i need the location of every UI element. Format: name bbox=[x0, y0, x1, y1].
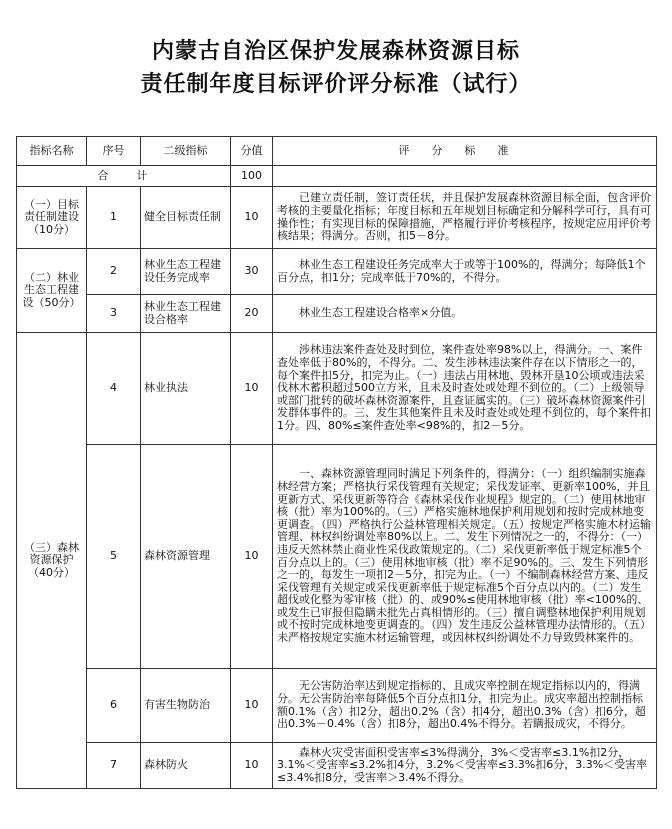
document-title-line1: 内蒙古自治区保护发展森林资源目标 bbox=[151, 38, 520, 64]
table-header-row bbox=[17, 137, 657, 166]
row-score: 10 bbox=[231, 743, 273, 789]
row-seq: 7 bbox=[87, 743, 141, 789]
header-secondary: 二级指标 bbox=[141, 137, 231, 166]
document-title-line2: 责任制年度目标评价评分标准（试行） bbox=[140, 71, 532, 97]
row-score: 10 bbox=[231, 669, 273, 743]
row-standard: 一、森林资源管理同时满足下列条件的，得满分：（一）组织编制实施森林经营方案；严格执行采伐管理有关规定；采伐发证率、更新率100%，并且更新方式、采伐更新等符合《森林采伐作业规程》规定的。（二）使用林地审核（批）率为100%的。（三）严格实施林地保护利用规划和按时完成林地变更调查。（四）严格执行公益林管理相关规定。（五）按规定严格实施木材运输管理、林权纠纷调处率80%以上。二、发生下列情况之一的，不得分：（一）违反天然林禁止商业性采伐政策规定的。（二）采伐更新率低于规定标准5个百分点以上的。（三）使用林地审核（批）率不足90%的。三、发生下列情形之一的，每发生一项扣2－5分，扣完为止。（一）不编制森林经营方案、违反采伐管理有关规定或采伐更新率低于规定标准5个百分点以内的。（二）发生超伐或化整为零审核（批）的、或90%≤使用林地审核（批）率<100%的、或发生已审报但隐瞒未批先占真相情形的。（三）擅自调整林地保护利用规划或不按时完成林地变更调查的。（四）发生违反公益林管理办法情形的。（五）未严格按规定实施木材运输管理，或因林权纠纷调处不力导致毁林案件的。 bbox=[273, 445, 657, 669]
table-row bbox=[17, 295, 657, 333]
evaluation-table bbox=[16, 136, 657, 789]
row-standard: 林业生态工程建设合格率×分值。 bbox=[273, 295, 657, 333]
total-row bbox=[17, 166, 657, 187]
table-row bbox=[17, 187, 657, 249]
total-label: 合 计 bbox=[17, 166, 231, 187]
row-standard: 已建立责任制，签订责任状，并且保护发展森林资源目标全面，包含评价考核的主要量化指标；年度目标和五年规划目标确定和分解科学可行，具有可操作性；有实现目标的保障措施，严格履行评价考核程序，按规定应用评价考核结果；得满分。否则，扣5－8分。 bbox=[273, 187, 657, 249]
row-name: 林业执法 bbox=[141, 333, 231, 445]
row-seq: 6 bbox=[87, 669, 141, 743]
header-criteria: 评分标准 bbox=[273, 137, 657, 166]
row-name: 有害生物防治 bbox=[141, 669, 231, 743]
row-seq: 5 bbox=[87, 445, 141, 669]
group-name: （三）森林资源保护（40分） bbox=[17, 333, 87, 789]
header-score: 分值 bbox=[231, 137, 273, 166]
row-name: 森林资源管理 bbox=[141, 445, 231, 669]
header-indicator: 指标名称 bbox=[17, 137, 87, 166]
table-row bbox=[17, 249, 657, 295]
row-seq: 2 bbox=[87, 249, 141, 295]
table-row bbox=[17, 669, 657, 743]
row-seq: 4 bbox=[87, 333, 141, 445]
total-score: 100 bbox=[231, 166, 273, 187]
row-seq: 1 bbox=[87, 187, 141, 249]
row-score: 20 bbox=[231, 295, 273, 333]
row-name: 健全目标责任制 bbox=[141, 187, 231, 249]
row-standard: 林业生态工程建设任务完成率大于或等于100%的，得满分；每降低1个百分点，扣1分；完成率低于70%的，不得分。 bbox=[273, 249, 657, 295]
table-row bbox=[17, 333, 657, 445]
row-name: 林业生态工程建设合格率 bbox=[141, 295, 231, 333]
row-standard: 森林火灾受害面积受害率≤3%得满分，3%＜受害率≤3.1%扣2分，3.1%＜受害率≤3.2%扣4分，3.2%＜受害率≤3.3%扣6分，3.3%＜受害率≤3.4%扣8分，受害率＞3.4%不得分。 bbox=[273, 743, 657, 789]
table-row bbox=[17, 743, 657, 789]
row-score: 10 bbox=[231, 445, 273, 669]
row-standard: 无公害防治率达到规定指标的、且成灾率控制在规定指标以内的，得满分。无公害防治率每降低5个百分点扣1分，扣完为止。成灾率超出控制指标额0.1%（含）扣2分，超出0.2%（含）扣4分，超出0.3%（含）扣6分，超出0.3%－0.4%（含）扣8分，超出0.4%不得分。若瞒报成灾，不得分。 bbox=[273, 669, 657, 743]
row-name: 森林防火 bbox=[141, 743, 231, 789]
row-standard: 涉林违法案件查处及时到位，案件查处率98%以上，得满分。一、案件查处率低于80%的，不得分。二、发生涉林违法案件存在以下情形之一的，每个案件扣5分，扣完为止。（一）违法占用林地、毁林开垦10公顷或违法采伐林木蓄积超过500立方米，且未及时查处或处理不到位的。（二）上级领导或部门批转的破坏森林资源案件，且查证属实的。（三）破坏森林资源案件引发群体事件的。三、发生其他案件且未及时查处或处理不到位的，每个案件扣1分。四、80%≤案件查处率<98%的，扣2－5分。 bbox=[273, 333, 657, 445]
row-score: 30 bbox=[231, 249, 273, 295]
row-score: 10 bbox=[231, 187, 273, 249]
row-seq: 3 bbox=[87, 295, 141, 333]
row-name: 林业生态工程建设任务完成率 bbox=[141, 249, 231, 295]
header-seq: 序号 bbox=[87, 137, 141, 166]
group-name: （二）林业生态工程建设（50分） bbox=[17, 249, 87, 333]
group-name: （一）目标责任制建设（10分） bbox=[17, 187, 87, 249]
table-row bbox=[17, 445, 657, 669]
row-score: 10 bbox=[231, 333, 273, 445]
total-criteria-empty bbox=[273, 166, 657, 187]
